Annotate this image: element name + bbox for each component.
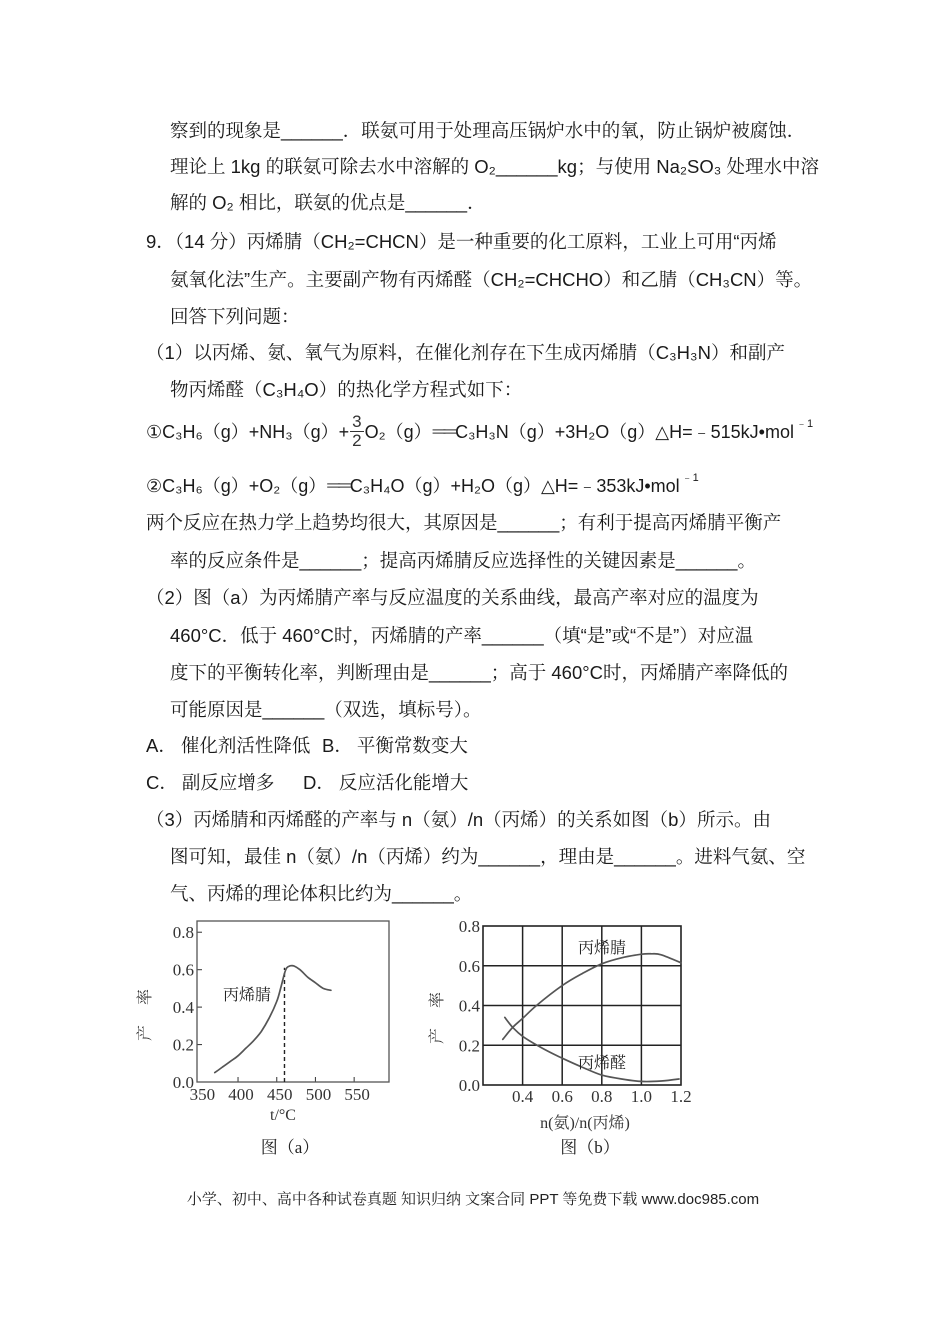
option-c <box>146 771 274 795</box>
x-tick-label: 1.2 <box>670 1087 692 1106</box>
figure-a-chart <box>120 905 410 1170</box>
equation-2-exponent: ﹣1 <box>681 472 699 484</box>
x-tick-label: 0.4 <box>511 1087 534 1106</box>
x-axis-label: t/°C <box>270 1107 296 1124</box>
y-tick-label: 0.6 <box>172 960 194 980</box>
y-axis-label: 产率 <box>137 968 154 1042</box>
y-tick-label: 0.8 <box>458 917 480 936</box>
x-tick-label: 1.0 <box>630 1087 653 1106</box>
part-1-question-line: 两个反应在热力学上趋势均很大，其原因是______；有利于提高丙烯腈平衡产 <box>146 512 782 533</box>
part-1-line: （1）以丙烯、氨、氧气为原料，在催化剂存在下生成丙烯腈（C₃H₃N）和副产 <box>146 342 785 363</box>
option-a <box>146 734 310 758</box>
option-text: 副反应增多 <box>181 772 275 793</box>
y-tick-label: 0.4 <box>172 998 194 1018</box>
equation-1-products: C₃H₃N（g）+3H₂O（g）△H=﹣515kJ•mol <box>455 422 794 442</box>
equation-1 <box>146 411 813 451</box>
option-text: 平衡常数变大 <box>356 735 468 756</box>
question-9-heading: 9．（14 分）丙烯腈（CH₂=CHCN）是一种重要的化工原料，工业上可用“丙烯 <box>146 231 777 252</box>
y-tick-label: 0.4 <box>458 996 480 1016</box>
y-tick-label: 0.6 <box>458 956 480 976</box>
option-b <box>322 734 468 758</box>
equation-2 <box>146 465 699 505</box>
part-3-line: 图可知，最佳 n（氨）/n（丙烯）约为______，理由是______。进料气氨、空 <box>170 846 806 867</box>
equation-1-exponent: ﹣1 <box>795 418 814 430</box>
y-tick-label: 0.8 <box>172 923 194 943</box>
y-tick-label: 0.0 <box>172 1073 194 1092</box>
figure-b-chart <box>425 905 710 1170</box>
x-tick-label: 0.8 <box>591 1087 613 1106</box>
y-tick-label: 0.2 <box>172 1035 194 1055</box>
part-1-question-line: 率的反应条件是______；提高丙烯腈反应选择性的关键因素是______。 <box>170 550 756 571</box>
equals-sign-icon: ══ <box>432 420 455 441</box>
option-label: D． <box>303 772 335 793</box>
part-3-line: 气、丙烯的理论体积比约为______。 <box>170 883 473 904</box>
equation-1-reactants: ①C₃H₆（g）+NH₃（g）+ <box>146 422 350 442</box>
x-tick-label: 0.6 <box>551 1087 573 1106</box>
y-tick-label: 0.0 <box>458 1076 480 1095</box>
x-tick-label: 500 <box>305 1085 332 1104</box>
x-tick-label: 450 <box>266 1085 293 1104</box>
x-axis-label: n(氨)/n(丙烯) <box>540 1115 630 1132</box>
option-label: B． <box>322 735 353 756</box>
x-tick-label: 550 <box>344 1085 370 1104</box>
fraction-denominator: 2 <box>352 430 362 450</box>
series-line-0 <box>503 954 681 1040</box>
equals-sign-icon: ══ <box>327 474 349 495</box>
part-3-line: （3）丙烯腈和丙烯醛的产率与 n（氨）/n（丙烯）的关系如图（b）所示。由 <box>146 809 771 830</box>
option-label: C． <box>146 772 178 793</box>
fraction-three-halves <box>350 413 363 450</box>
series-label: 丙烯腈 <box>578 940 627 957</box>
fraction-numerator: 3 <box>352 411 362 431</box>
series-line-0 <box>215 966 331 1073</box>
series-label: 丙烯醛 <box>578 1055 627 1072</box>
series-label: 丙烯腈 <box>223 987 272 1004</box>
equation-1-oxygen: O₂（g） <box>364 422 432 442</box>
previous-question-line: 解的 O₂ 相比，联氨的优点是______． <box>170 192 486 213</box>
option-label: A． <box>146 735 177 756</box>
equation-2-products: C₃H₄O（g）+H₂O（g）△H=﹣353kJ•mol <box>349 476 680 496</box>
y-axis-label: 产率 <box>429 971 446 1045</box>
previous-question-line: 理论上 1kg 的联氨可除去水中溶解的 O₂______kg；与使用 Na₂SO₃ 处理水中溶 <box>170 156 819 177</box>
option-text: 催化剂活性降低 <box>180 735 311 756</box>
option-text: 反应活化能增大 <box>338 772 469 793</box>
question-9-intro-line: 回答下列问题： <box>170 306 300 327</box>
part-2-line: （2）图（a）为丙烯腈产率与反应温度的关系曲线，最高产率对应的温度为 <box>146 587 759 608</box>
question-9-intro-line: 氨氧化法”生产。主要副产物有丙烯醛（CH₂=CHCHO）和乙腈（CH₃CN）等。 <box>170 269 813 290</box>
footer-advert: 小学、初中、高中各种试卷真题 知识归纳 文案合同 PPT 等免费下载 www.doc985.com <box>186 1191 760 1208</box>
x-tick-label: 400 <box>228 1085 254 1104</box>
y-tick-label: 0.2 <box>458 1036 480 1056</box>
figure-caption: 图（b） <box>560 1138 620 1157</box>
part-2-line: 度下的平衡转化率，判断理由是______；高于 460°C时，丙烯腈产率降低的 <box>170 662 788 683</box>
figure-caption: 图（a） <box>260 1138 320 1157</box>
part-1-line: 物丙烯醛（C₃H₄O）的热化学方程式如下： <box>170 379 523 400</box>
equation-2-reactants: ②C₃H₆（g）+O₂（g） <box>146 476 327 496</box>
part-2-line: 460°C．低于 460°C时，丙烯腈的产率______（填“是”或“不是”）对应温 <box>170 625 754 646</box>
option-d <box>303 771 468 795</box>
previous-question-line: 察到的现象是______．联氨可用于处理高压锅炉水中的氧，防止锅炉被腐蚀． <box>170 120 806 141</box>
part-2-line: 可能原因是______（双选，填标号）。 <box>170 699 482 720</box>
x-tick-label: 350 <box>189 1085 216 1104</box>
